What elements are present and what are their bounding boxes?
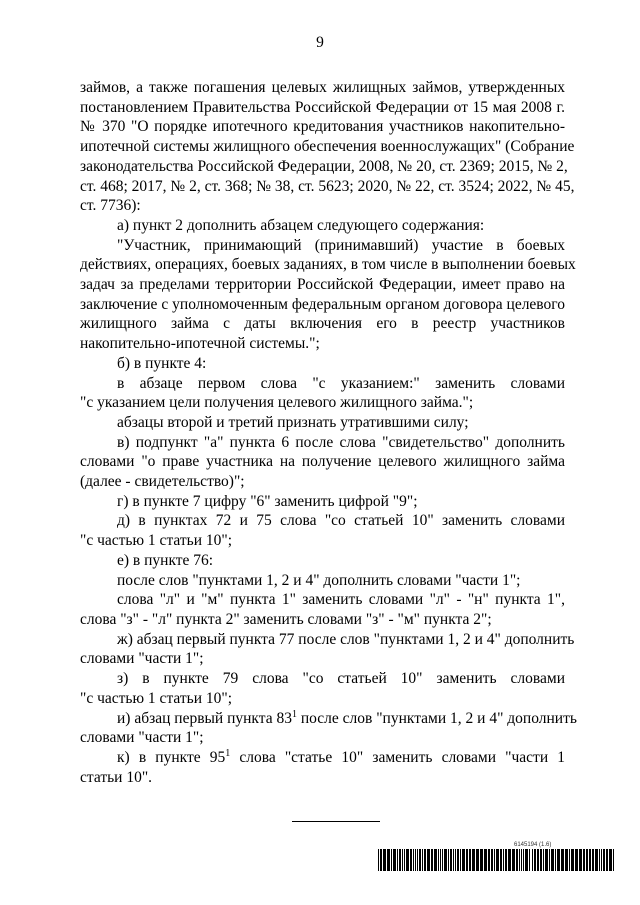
barcode-bar bbox=[503, 849, 504, 871]
barcode-bar bbox=[491, 849, 493, 871]
text-line: слова "л" и "м" пункта 1" заменить словами "л" - "н" пункта 1", bbox=[117, 591, 565, 609]
barcode-bar bbox=[453, 849, 454, 871]
text-line: ст. 468; 2017, № 2, ст. 368; № 38, ст. 5623; 2020, № 22, ст. 3524; 2022, № 45, bbox=[80, 177, 575, 195]
barcode-bar bbox=[484, 849, 487, 871]
text-line: статьи 10". bbox=[80, 768, 153, 786]
barcode-bar bbox=[543, 849, 544, 871]
text-line: ст. 7736): bbox=[80, 197, 141, 215]
barcode-bar bbox=[404, 849, 405, 871]
barcode-bar bbox=[571, 849, 574, 871]
text-line: "с частью 1 статьи 10"; bbox=[80, 689, 233, 707]
body-text bbox=[80, 78, 577, 787]
text-line: заключение с уполномоченным федеральным органом договора целевого bbox=[80, 295, 565, 313]
text-line: № 370 "О порядке ипотечного кредитования участников накопительно- bbox=[80, 118, 565, 136]
barcode-bar bbox=[399, 849, 401, 871]
text-line: "с указанием цели получения целевого жилищного займа."; bbox=[80, 394, 474, 412]
barcode-bar bbox=[579, 849, 582, 871]
end-of-text-rule bbox=[292, 821, 380, 822]
text-line: з) в пункте 79 слова "со статьей 10" заменить словами bbox=[117, 670, 565, 688]
text-line bbox=[80, 708, 577, 729]
text-line: е) в пункте 76: bbox=[117, 551, 214, 569]
barcode-bar bbox=[406, 849, 409, 871]
text-line: накопительно-ипотечной системы."; bbox=[80, 335, 320, 353]
barcode-bar bbox=[505, 849, 507, 871]
barcode-bar bbox=[534, 849, 536, 871]
barcode-image bbox=[378, 849, 614, 871]
text-fragment: и) абзац первый пункта 83 bbox=[117, 709, 292, 727]
barcode-bar bbox=[480, 849, 483, 871]
text-line: словами "о праве участника на получение целевого жилищного займа bbox=[80, 453, 565, 471]
barcode-bar bbox=[549, 849, 550, 871]
barcode-bar bbox=[599, 849, 600, 871]
barcode-bar bbox=[393, 849, 396, 871]
page-number: 9 bbox=[316, 34, 324, 51]
barcode-bar bbox=[402, 849, 403, 871]
barcode-bar bbox=[488, 849, 490, 871]
barcode-bar bbox=[529, 849, 530, 871]
barcode-bar bbox=[448, 849, 449, 871]
barcode-bar bbox=[383, 849, 386, 871]
text-line: д) в пунктах 72 и 75 слова "со статьей 10" заменить словами bbox=[117, 512, 565, 530]
barcode-bar bbox=[575, 849, 578, 871]
barcode-bar bbox=[434, 849, 437, 871]
text-line: а) пункт 2 дополнить абзацем следующего содержания: bbox=[117, 216, 485, 234]
barcode-bar bbox=[419, 849, 421, 871]
text-line bbox=[80, 748, 565, 768]
barcode-bar bbox=[417, 849, 418, 871]
barcode-bar bbox=[387, 849, 390, 871]
barcode-bar bbox=[413, 849, 414, 871]
text-line: после слов "пунктами 1, 2 и 4" дополнить словами "части 1"; bbox=[117, 571, 521, 589]
text-line: б) в пункте 4: bbox=[117, 354, 207, 372]
barcode-bar bbox=[397, 849, 398, 871]
barcode-bar bbox=[508, 849, 511, 871]
barcode-bar bbox=[442, 849, 443, 871]
barcode-bar bbox=[609, 849, 612, 871]
text-line: (далее - свидетельство)"; bbox=[80, 473, 245, 491]
barcode-bar bbox=[601, 849, 602, 871]
barcode-bar bbox=[380, 849, 382, 871]
text-line: словами "части 1"; bbox=[80, 650, 204, 668]
barcode-bar bbox=[494, 849, 495, 871]
text-line: в абзаце первом слова "с указанием:" заменить словами bbox=[117, 374, 565, 392]
barcode-bar bbox=[472, 849, 475, 871]
barcode-bar bbox=[537, 849, 539, 871]
text-line: действиях, операциях, боевых заданиях, в том числе в выполнении боевых bbox=[80, 256, 576, 274]
text-fragment: слова "статье 10" заменить словами "части 1 bbox=[230, 748, 565, 766]
text-line: законодательства Российской Федерации, 2008, № 20, ст. 2369; 2015, № 2, bbox=[80, 157, 568, 175]
barcode-bar bbox=[450, 849, 452, 871]
barcode-bar bbox=[561, 849, 564, 871]
document-code: 6145194 (1.6) bbox=[514, 842, 552, 848]
barcode-bar bbox=[512, 849, 515, 871]
barcode-bar bbox=[565, 849, 568, 871]
text-line: ипотечной системы жилищного обеспечения военнослужащих" (Собрание bbox=[80, 138, 575, 156]
text-line: задач за пределами территории Российской Федерации, имеет право на bbox=[80, 276, 565, 294]
superscript: 1 bbox=[225, 747, 231, 759]
barcode-bar bbox=[555, 849, 556, 871]
barcode-bar bbox=[589, 849, 591, 871]
barcode-bar bbox=[455, 849, 456, 871]
barcode-bar bbox=[532, 849, 533, 871]
barcode-bar bbox=[523, 849, 524, 871]
barcode-bar bbox=[415, 849, 416, 871]
text-line: жилищного займа с даты включения его в реестр участников bbox=[80, 315, 565, 333]
barcode-bar bbox=[466, 849, 468, 871]
barcode-bar bbox=[525, 849, 528, 871]
barcode-bar bbox=[545, 849, 548, 871]
barcode-bar bbox=[583, 849, 585, 871]
text-line: "Участник, принимающий (принимавший) участие в боевых bbox=[117, 236, 565, 254]
barcode-bar bbox=[516, 849, 518, 871]
barcode-bar bbox=[557, 849, 560, 871]
barcode-bar bbox=[440, 849, 441, 871]
text-line: займов, а также погашения целевых жилищных займов, утвержденных bbox=[80, 79, 565, 96]
barcode-bar bbox=[519, 849, 520, 871]
barcode-bar bbox=[521, 849, 522, 871]
barcode-bar bbox=[457, 849, 459, 871]
barcode-bar bbox=[438, 849, 439, 871]
barcode-bar bbox=[603, 849, 605, 871]
text-fragment: после слов "пунктами 1, 2 и 4" дополнить bbox=[296, 709, 577, 727]
barcode-bar bbox=[500, 849, 502, 871]
barcode-bar bbox=[551, 849, 554, 871]
barcode-bar bbox=[540, 849, 542, 871]
barcode-bar bbox=[431, 849, 433, 871]
text-line: в) подпункт "а" пункта 6 после слова "свидетельство" дополнить bbox=[117, 433, 565, 451]
barcode-bar bbox=[427, 849, 430, 871]
text-line: словами "части 1"; bbox=[80, 729, 204, 747]
text-fragment: к) в пункте 95 bbox=[117, 748, 226, 766]
barcode-bar bbox=[569, 849, 570, 871]
text-line: постановлением Правительства Российской Федерации от 15 мая 2008 г. bbox=[80, 98, 565, 116]
text-line: "с частью 1 статьи 10"; bbox=[80, 532, 233, 550]
barcode-bar bbox=[422, 849, 423, 871]
barcode-bar bbox=[476, 849, 479, 871]
barcode-bar bbox=[595, 849, 598, 871]
text-line: абзацы второй и третий признать утратившими силу; bbox=[117, 413, 469, 431]
barcode-bar bbox=[496, 849, 499, 871]
barcode-bar bbox=[391, 849, 392, 871]
barcode-bar bbox=[606, 849, 608, 871]
barcode-bar bbox=[592, 849, 594, 871]
barcode-bar bbox=[444, 849, 447, 871]
barcode-bar bbox=[378, 849, 379, 871]
barcode-bar bbox=[460, 849, 461, 871]
superscript: 1 bbox=[291, 708, 297, 720]
text-line: слова "з" - "л" пункта 2" заменить словами "з" - "м" пункта 2"; bbox=[80, 610, 492, 628]
barcode-bar bbox=[462, 849, 465, 871]
barcode-bar bbox=[586, 849, 588, 871]
barcode-bar bbox=[613, 849, 614, 871]
text-line: г) в пункте 7 цифру "6" заменить цифрой "9"; bbox=[117, 492, 418, 510]
barcode-bar bbox=[410, 849, 412, 871]
barcode-bar bbox=[424, 849, 426, 871]
barcode-bar bbox=[469, 849, 471, 871]
text-line: ж) абзац первый пункта 77 после слов "пунктами 1, 2 и 4" дополнить bbox=[117, 630, 575, 648]
